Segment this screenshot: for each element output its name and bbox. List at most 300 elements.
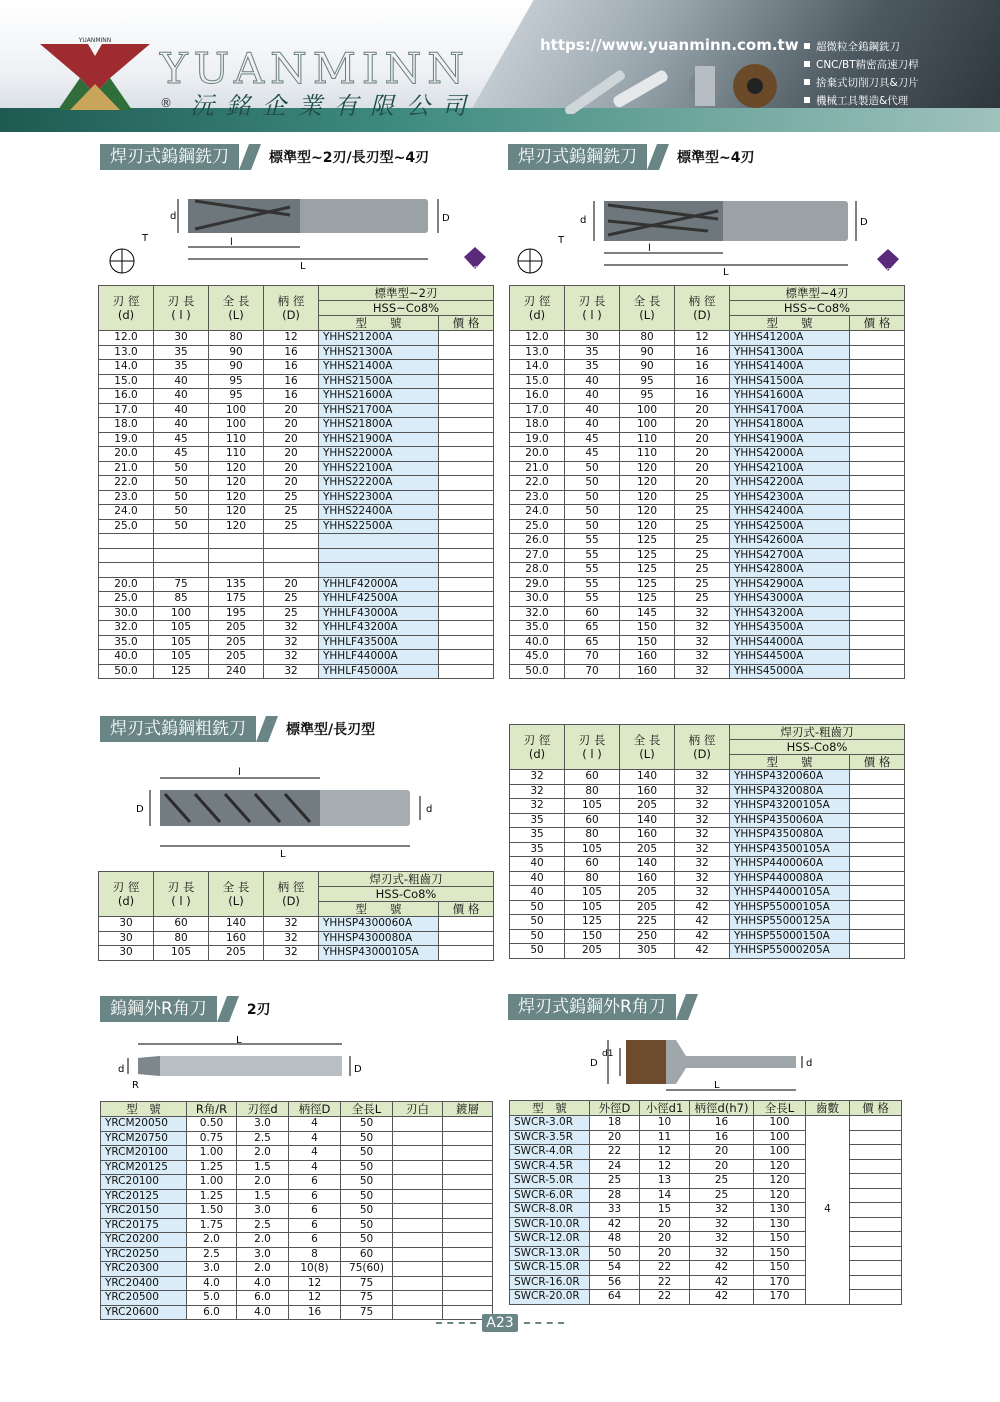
price-cell (850, 799, 905, 814)
table-cell: 6 (289, 1189, 341, 1204)
table-cell: 70 (565, 650, 620, 665)
table-cell: 25 (675, 505, 730, 520)
price-cell (850, 519, 905, 534)
title-slash-icon (676, 994, 698, 1020)
table-row (99, 650, 494, 665)
table-row (510, 929, 905, 944)
price-cell (850, 534, 905, 549)
table-cell: 1.25 (187, 1189, 237, 1204)
table-cell: 55 (565, 563, 620, 578)
table-cell: YRC20175 (101, 1218, 187, 1233)
table-cell: SWCR-3.0R (510, 1116, 590, 1131)
table-cell: 160 (620, 828, 675, 843)
model-cell (319, 534, 439, 549)
head-D: 柄 徑 (D) (675, 286, 730, 331)
table-cell: 32 (675, 886, 730, 901)
table-cell: 125 (620, 534, 675, 549)
blank-cell (393, 1146, 443, 1161)
model-cell: YHHS42100A (730, 461, 850, 476)
blank-cell (393, 1117, 443, 1132)
model-cell: YHHS42000A (730, 447, 850, 462)
table-cell: 2.0 (187, 1233, 237, 1248)
head-model: 型 號 (730, 755, 850, 770)
table-cell: 160 (620, 871, 675, 886)
table-cell: 100 (154, 606, 209, 621)
price-cell (850, 1145, 902, 1160)
model-cell: YHHLF43000A (319, 606, 439, 621)
table-cell: 50 (565, 476, 620, 491)
price-cell (850, 577, 905, 592)
table-cell: 25 (675, 534, 730, 549)
model-cell: YHHSP4400060A (730, 857, 850, 872)
table-cell: 32 (264, 621, 319, 636)
table-cell: 19.0 (99, 432, 154, 447)
table-cell: 75 (341, 1291, 393, 1306)
table-cell: 16 (690, 1130, 754, 1145)
table-cell: 22 (640, 1290, 690, 1305)
table-cell: 21.0 (510, 461, 565, 476)
table-row (510, 490, 905, 505)
price-cell (850, 403, 905, 418)
table-cell: 150 (754, 1261, 806, 1276)
price-cell (850, 1203, 902, 1218)
table-cell: 105 (565, 886, 620, 901)
table-row (101, 1247, 493, 1262)
table-cell: 16.0 (99, 389, 154, 404)
head-D: 柄 徑 (D) (264, 286, 319, 331)
table-cell: 12 (640, 1159, 690, 1174)
table-cell: 100 (754, 1130, 806, 1145)
table-cell: 25.0 (99, 519, 154, 534)
table-cell: 16 (675, 360, 730, 375)
table-cell: 120 (754, 1188, 806, 1203)
table-cell: 4 (289, 1146, 341, 1161)
model-cell: YHHSP43500105A (730, 842, 850, 857)
table-row (510, 461, 905, 476)
model-cell: YHHS22400A (319, 505, 439, 520)
table-cell: 2.0 (237, 1146, 289, 1161)
table-cell: 64 (590, 1290, 640, 1305)
table-cell: 105 (565, 900, 620, 915)
table-cell: 2.0 (237, 1262, 289, 1277)
table-cell: 16 (264, 360, 319, 375)
table-cell: 16 (264, 374, 319, 389)
table-cell: 75(60) (341, 1262, 393, 1277)
price-cell (850, 1130, 902, 1145)
model-cell: YHHSP55000125A (730, 915, 850, 930)
table-cell: 140 (620, 770, 675, 785)
head-model: 型 號 (730, 316, 850, 331)
model-cell: YHHLF43200A (319, 621, 439, 636)
table-cell: 24.0 (99, 505, 154, 520)
menu-item-4[interactable]: 機械工具製造&代理 (800, 92, 1000, 108)
table-cell: 15.0 (99, 374, 154, 389)
table-row (510, 534, 905, 549)
table-cell: SWCR-6.0R (510, 1188, 590, 1203)
table-cell: 16.0 (510, 389, 565, 404)
table-cell: 20 (264, 432, 319, 447)
menu-item-2[interactable]: CNC/BT精密高速刀桿 (800, 56, 1000, 72)
section3-subtitle: 標準型/長刃型 (286, 722, 376, 738)
table-cell: 105 (565, 842, 620, 857)
table-cell: 120 (620, 490, 675, 505)
dim-d: d (118, 1064, 125, 1075)
table-cell: 60 (565, 606, 620, 621)
table-row (99, 476, 494, 491)
table-row (510, 886, 905, 901)
table-cell: 12.0 (99, 331, 154, 346)
price-cell (850, 461, 905, 476)
price-cell (850, 929, 905, 944)
table-row (99, 505, 494, 520)
angle-badge: 30° (468, 265, 482, 273)
table-cell: 75 (341, 1305, 393, 1320)
table-cell: SWCR-4.0R (510, 1145, 590, 1160)
table-cell: 2.5 (237, 1131, 289, 1146)
table-cell: 25 (675, 490, 730, 505)
table-cell: 10 (640, 1116, 690, 1131)
blank-cell (393, 1175, 443, 1190)
price-cell (850, 1217, 902, 1232)
table-cell: 4.0 (187, 1276, 237, 1291)
blank-cell (443, 1146, 493, 1161)
price-cell (439, 931, 494, 946)
table-cell: 95 (209, 389, 264, 404)
table-row (99, 360, 494, 375)
table-cell: 30 (154, 331, 209, 346)
table-cell (154, 534, 209, 549)
table-cell: 105 (154, 621, 209, 636)
table-cell: 32 (675, 813, 730, 828)
price-cell (439, 577, 494, 592)
model-cell: YHHS41200A (730, 331, 850, 346)
table-cell: 35 (565, 360, 620, 375)
table-cell: SWCR-20.0R (510, 1290, 590, 1305)
table-row (510, 331, 905, 346)
model-cell: YHHS41400A (730, 360, 850, 375)
table-cell: 28.0 (510, 563, 565, 578)
table-cell: 60 (565, 813, 620, 828)
dim-D: D (442, 213, 450, 224)
table-cell: 13.0 (510, 345, 565, 360)
price-cell (439, 374, 494, 389)
table-cell (99, 563, 154, 578)
table-cell: 40.0 (510, 635, 565, 650)
price-cell (850, 664, 905, 679)
table-cell: YRC20500 (101, 1291, 187, 1306)
table-cell: 205 (565, 944, 620, 959)
dim-L: L (280, 849, 286, 860)
blank-cell (443, 1175, 493, 1190)
model-cell: YHHS21500A (319, 374, 439, 389)
title-slash-icon (217, 996, 239, 1022)
table-cell: 32.0 (99, 621, 154, 636)
table-cell: 160 (620, 784, 675, 799)
table-cell: 24 (590, 1159, 640, 1174)
table-cell: 18.0 (99, 418, 154, 433)
table-cell: 80 (620, 331, 675, 346)
angle-badge: 30° (881, 267, 895, 275)
table-row (99, 389, 494, 404)
price-cell (439, 331, 494, 346)
table-row (101, 1291, 493, 1306)
table-cell: SWCR-10.0R (510, 1217, 590, 1232)
table-cell: 80 (154, 931, 209, 946)
section3-table (98, 871, 494, 961)
brand-english: YUANMINN (160, 44, 471, 93)
table-cell: 120 (620, 461, 675, 476)
table-cell: 33 (590, 1203, 640, 1218)
model-cell: YHHLF44000A (319, 650, 439, 665)
table-header: 外徑D (590, 1101, 640, 1116)
table-cell: 150 (565, 929, 620, 944)
model-cell: YHHS43000A (730, 592, 850, 607)
table-header: 柄徑d(h7) (690, 1101, 754, 1116)
table-cell: SWCR-4.5R (510, 1159, 590, 1174)
table-cell: 85 (154, 592, 209, 607)
table-cell: 205 (620, 886, 675, 901)
dim-L: L (714, 1080, 720, 1091)
tools-illustration-icon (550, 58, 790, 114)
head-d: 刃 徑 (d) (99, 286, 154, 331)
table-cell: 35.0 (510, 621, 565, 636)
table-cell: 170 (754, 1275, 806, 1290)
menu-item-1[interactable]: 超微粒全鎢鋼銑刀 (800, 38, 1000, 54)
table-cell: 120 (209, 490, 264, 505)
table-cell: 95 (209, 374, 264, 389)
table-row (101, 1189, 493, 1204)
website-url[interactable]: https://www.yuanminn.com.tw (540, 36, 799, 54)
model-cell: YHHS42800A (730, 563, 850, 578)
table-cell: 15 (640, 1203, 690, 1218)
table-cell: 25 (264, 606, 319, 621)
model-cell: YHHS41800A (730, 418, 850, 433)
table-cell: 20 (264, 403, 319, 418)
bullet-icon (804, 79, 810, 85)
table-cell: 2.5 (237, 1218, 289, 1233)
section2-subtitle: 標準型~4刃 (677, 150, 755, 166)
price-cell (850, 505, 905, 520)
model-cell (319, 548, 439, 563)
price-cell (439, 403, 494, 418)
table-row (99, 418, 494, 433)
blank-cell (443, 1276, 493, 1291)
table-cell: 55 (565, 592, 620, 607)
table-cell: 205 (209, 946, 264, 961)
blank-cell (443, 1218, 493, 1233)
blank-cell (393, 1247, 443, 1262)
table-cell: 22 (640, 1261, 690, 1276)
model-cell: YHHLF45000A (319, 664, 439, 679)
table-cell: 20 (264, 577, 319, 592)
blank-cell (393, 1189, 443, 1204)
table-row (510, 799, 905, 814)
table-cell: 140 (620, 857, 675, 872)
table-cell: SWCR-13.0R (510, 1246, 590, 1261)
table-row (101, 1146, 493, 1161)
table-row (510, 770, 905, 785)
header-menu (800, 38, 1000, 110)
section3-title-text: 焊刃式鎢鋼粗銑刀 (100, 716, 256, 742)
table-cell: 16 (690, 1116, 754, 1131)
model-cell: YHHS41300A (730, 345, 850, 360)
table-row (510, 403, 905, 418)
table-cell: 205 (209, 650, 264, 665)
table-cell: 45 (154, 432, 209, 447)
table-row (101, 1160, 493, 1175)
price-cell (850, 871, 905, 886)
dim-R: R (132, 1080, 139, 1091)
price-cell (850, 490, 905, 505)
table-cell: 14.0 (510, 360, 565, 375)
table-cell: 30.0 (99, 606, 154, 621)
table-cell: 105 (154, 635, 209, 650)
page-header (0, 0, 1000, 132)
dim-l: l (230, 237, 233, 248)
table-row (510, 345, 905, 360)
head-L: 全 長 (L) (620, 286, 675, 331)
blank-cell (443, 1189, 493, 1204)
table-cell: 32 (675, 784, 730, 799)
table-cell: 140 (620, 813, 675, 828)
table-cell: 45 (565, 447, 620, 462)
price-cell (850, 548, 905, 563)
model-cell: YHHSP4320060A (730, 770, 850, 785)
page-number: A23 (482, 1314, 517, 1332)
table-cell: 60 (341, 1247, 393, 1262)
table-header: 全長L (754, 1101, 806, 1116)
table-cell: 25 (675, 548, 730, 563)
table-cell: 2.0 (237, 1175, 289, 1190)
table-cell: 18 (590, 1116, 640, 1131)
section6-title (508, 994, 698, 1020)
price-cell (850, 592, 905, 607)
table-cell: 42 (675, 944, 730, 959)
table-cell: 40.0 (99, 650, 154, 665)
head-group: 焊刃式-粗齒刀 (319, 872, 494, 887)
table-cell: 20.0 (99, 577, 154, 592)
price-cell (439, 563, 494, 578)
table-row (101, 1218, 493, 1233)
price-cell (850, 374, 905, 389)
head-material: HSS~Co8% (319, 301, 494, 316)
table-cell: 105 (565, 799, 620, 814)
model-cell: YHHS21200A (319, 331, 439, 346)
table-cell: 28 (590, 1188, 640, 1203)
table-header: R角/R (187, 1102, 237, 1117)
table-cell: 32 (690, 1246, 754, 1261)
menu-item-3[interactable]: 捨棄式切削刀具&刀片 (800, 74, 1000, 90)
table-cell: 1.75 (187, 1218, 237, 1233)
table-row (510, 563, 905, 578)
blank-cell (443, 1204, 493, 1219)
section2-title (508, 144, 754, 170)
table-cell: 1.5 (237, 1160, 289, 1175)
table-cell: 16 (264, 345, 319, 360)
table-cell: 160 (620, 650, 675, 665)
table-cell: 50 (565, 461, 620, 476)
table-cell: 45 (154, 447, 209, 462)
table-cell: 17.0 (99, 403, 154, 418)
table-cell: 13 (640, 1174, 690, 1189)
price-cell (850, 842, 905, 857)
model-cell: YHHSP44000105A (730, 886, 850, 901)
table-cell: 50 (341, 1146, 393, 1161)
dim-d: d (426, 804, 433, 815)
price-cell (439, 345, 494, 360)
table-cell: 240 (209, 664, 264, 679)
section2-title-text: 焊刃式鎢鋼銑刀 (508, 144, 647, 170)
dim-L: L (723, 267, 729, 277)
table-cell: 20 (264, 418, 319, 433)
price-cell (850, 1275, 902, 1290)
table-cell: 35 (154, 360, 209, 375)
price-cell (850, 944, 905, 959)
table-cell: SWCR-15.0R (510, 1261, 590, 1276)
table-row (99, 461, 494, 476)
table-cell: 25 (690, 1174, 754, 1189)
table-cell: 32 (675, 621, 730, 636)
blank-cell (443, 1247, 493, 1262)
table-cell (209, 548, 264, 563)
table-cell: 160 (620, 664, 675, 679)
model-cell: YHHSP4320080A (730, 784, 850, 799)
table-row (510, 519, 905, 534)
model-cell: YHHS43500A (730, 621, 850, 636)
table-cell: 20.0 (510, 447, 565, 462)
head-group: 標準型~4刃 (730, 286, 905, 301)
table-cell: 45.0 (510, 650, 565, 665)
table-cell: 25 (264, 505, 319, 520)
head-material: HSS~Co8% (730, 301, 905, 316)
table-cell: 32 (690, 1217, 754, 1232)
table-row (99, 931, 494, 946)
table-cell: YRCM20125 (101, 1160, 187, 1175)
table-cell: 22 (590, 1145, 640, 1160)
table-cell: 56 (590, 1275, 640, 1290)
table-header: 柄徑D (289, 1102, 341, 1117)
section3-tool-diagram (120, 760, 450, 860)
price-cell (850, 1232, 902, 1247)
table-cell: 60 (565, 857, 620, 872)
price-cell (850, 784, 905, 799)
model-cell: YHHS22000A (319, 447, 439, 462)
table-cell: 32 (264, 650, 319, 665)
table-cell: 25 (264, 592, 319, 607)
table-cell: 0.75 (187, 1131, 237, 1146)
model-cell: YHHS45000A (730, 664, 850, 679)
table-cell: 130 (754, 1203, 806, 1218)
section5-title (100, 996, 271, 1022)
table-cell: 70 (565, 664, 620, 679)
price-cell (439, 418, 494, 433)
price-cell (850, 828, 905, 843)
table-cell: 160 (209, 931, 264, 946)
model-cell: YHHS22200A (319, 476, 439, 491)
table-header: 齒數 (806, 1101, 850, 1116)
table-cell: 150 (620, 621, 675, 636)
price-cell (850, 360, 905, 375)
table-row (99, 577, 494, 592)
table-cell: 205 (209, 635, 264, 650)
head-d: 刃 徑 (d) (99, 872, 154, 917)
table-cell: 25.0 (99, 592, 154, 607)
table-cell: 35 (510, 813, 565, 828)
table-row (101, 1233, 493, 1248)
table-cell: 205 (209, 621, 264, 636)
table-cell: 40 (510, 857, 565, 872)
table-cell: 120 (209, 476, 264, 491)
